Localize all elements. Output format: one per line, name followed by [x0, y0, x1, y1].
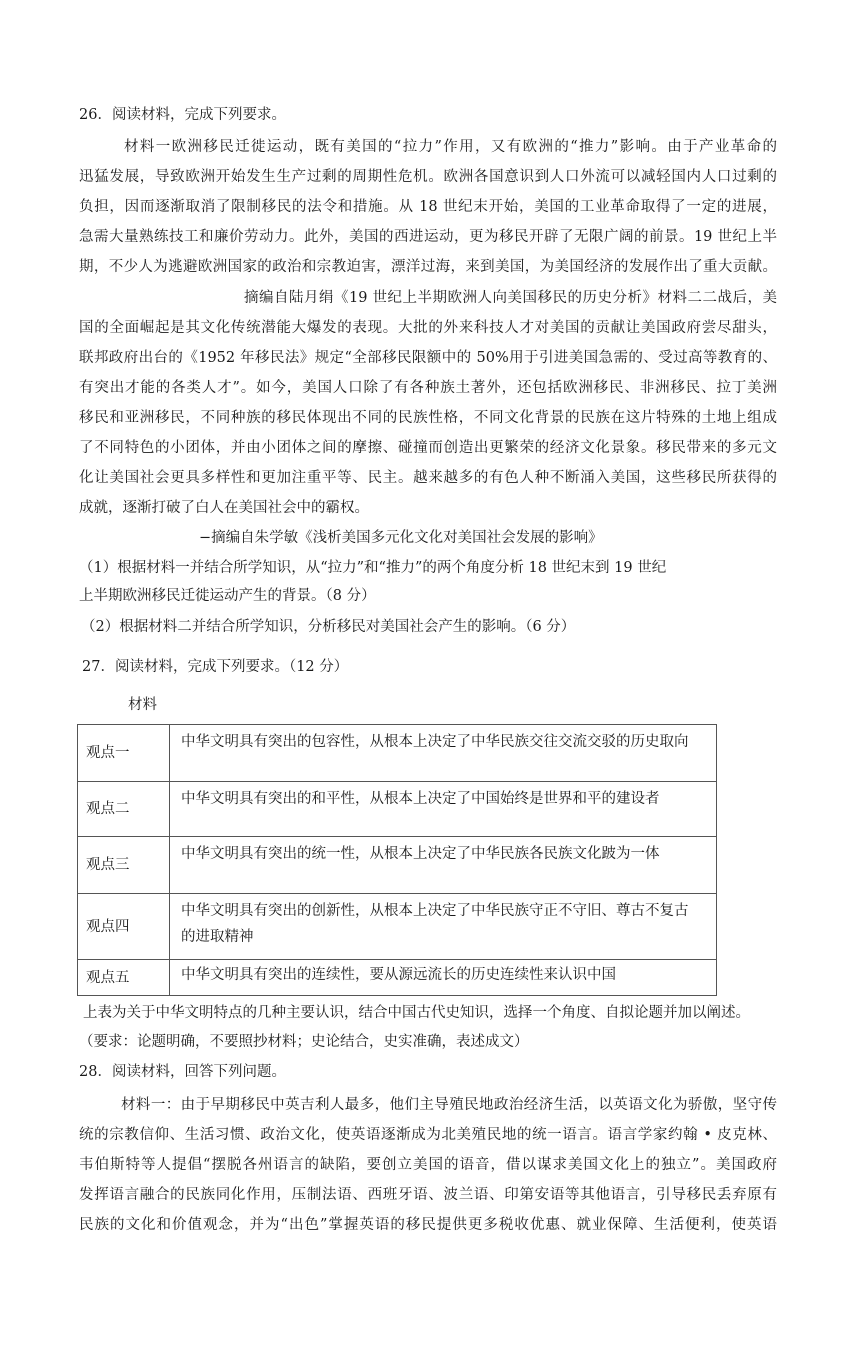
- q26-material2-line: 了不同特色的小团体，并由小团体之间的摩擦、碰撞而创造出更繁荣的经济文化景象。移民带来的多元文: [79, 440, 777, 456]
- q26-material1-line: 负担，因而逐渐取消了限制移民的法令和措施。从 18 世纪末开始，美国的工业革命取得了一定的进展，: [79, 199, 777, 215]
- q26-task2: （2）根据材料二并结合所学知识，分析移民对美国社会产生的影响。（6 分）: [81, 619, 576, 635]
- viewpoint-text: 中华文明具有突出的创新性，从根本上决定了中华民族守正不守旧、尊古不复古: [181, 903, 689, 919]
- table-row: [78, 782, 717, 837]
- viewpoint-text: 中华文明具有突出的统一性，从根本上决定了中华民族各民族文化跛为一体: [170, 837, 717, 894]
- q26-material2-line: 有突出才能的各类人才”。如今，美国人口除了有各种族土著外，还包括欧洲移民、非洲移民、拉丁美洲: [79, 380, 777, 396]
- viewpoint-text: 中华文明具有突出的连续性，要从源远流长的历史连续性来认识中国: [170, 960, 717, 996]
- q27-title: 27．阅读材料，完成下列要求。（12 分）: [82, 659, 349, 675]
- q26-material2-line: 移民和亚洲移民，不同种族的移民体现出不同的民族性格，不同文化背景的民族在这片特殊的土地上组成: [79, 410, 777, 426]
- table-row: [78, 837, 717, 894]
- viewpoint-text: 中华文明具有突出的包容性，从根本上决定了中华民族交往交流交驳的历史取向: [170, 725, 717, 782]
- q27-requirement: （要求：论题明确，不要照抄材料；史论结合，史实准确，表述成文）: [79, 1034, 529, 1050]
- q28-material1-line: 韦伯斯特等人提倡“摆脱各州语言的缺陷，要创立美国的语音，借以谋求美国文化上的独立”。美国政府: [79, 1157, 777, 1173]
- q28-material1-line: 材料一：由于早期移民中英吉利人最多，他们主导殖民地政治经济生活，以英语文化为骄傲，坚守传: [121, 1097, 777, 1113]
- q26-task1: （1）根据材料一并结合所学知识，从“拉力”和“推力”的两个角度分析 18 世纪末到 19 世纪: [79, 560, 667, 576]
- viewpoint-label: 观点三: [78, 837, 170, 894]
- viewpoint-text-cell: [170, 894, 717, 960]
- q26-material1-line: 期，不少人为逃避欧洲国家的政治和宗教迫害，漂洋过海，来到美国，为美国经济的发展作出了重大贡献。: [79, 259, 777, 275]
- q26-material1-line: 急需大量熟练技工和廉价劳动力。此外，美国的西进运动，更为移民开辟了无限广阔的前景。19 世纪上半: [79, 229, 777, 245]
- q28-material1-line: 民族的文化和价值观念，并为“出色”掌握英语的移民提供更多税收优惠、就业保障、生活便利，使英语: [79, 1217, 777, 1233]
- viewpoint-label: 观点五: [78, 960, 170, 996]
- q26-material2-line: 化让美国社会更具多样性和更加注重平等、民主。越来越多的有色人种不断涌入美国，这些移民所获得的: [79, 470, 777, 486]
- q26-source2: −摘编自朱学敏《浅析美国多元化文化对美国社会发展的影响》: [199, 530, 603, 546]
- q28-title: 28．阅读材料，回答下列问题。: [79, 1064, 286, 1080]
- viewpoint-label: 观点二: [78, 782, 170, 837]
- q26-material2-line: 联邦政府出台的《1952 年移民法》规定“全部移民限额中的 50%用于引进美国急需的、受过高等教育的、: [79, 350, 777, 366]
- q27-instruction: 上表为关于中华文明特点的几种主要认识，结合中国古代史知识，选择一个角度、自拟论题并加以阐述。: [83, 1005, 750, 1021]
- q26-material1-line: 材料一欧洲移民迁徙运动，既有美国的“拉力”作用，又有欧洲的“推力”影响。由于产业革命的: [124, 139, 777, 155]
- table-row: [78, 725, 717, 782]
- viewpoints-table: [77, 724, 717, 996]
- viewpoint-label: 观点一: [78, 725, 170, 782]
- viewpoint-text-cont: 的进取精神: [181, 929, 254, 945]
- viewpoint-text: 中华文明具有突出的和平性，从根本上决定了中国始终是世界和平的建设者: [170, 782, 717, 837]
- q28-material1-line: 发挥语言融合的民族同化作用，压制法语、西班牙语、波兰语、印第安语等其他语言，引导移民丢弃原有: [79, 1187, 777, 1203]
- q26-material2-line: 成就，逐渐打破了白人在美国社会中的霸权。: [79, 500, 369, 516]
- q26-title: 26．阅读材料，完成下列要求。: [79, 107, 286, 123]
- q28-material1-line: 统的宗教信仰、生活习惯、政治文化，使英语逐渐成为北美殖民地的统一语言。语言学家约翰 • 皮克林、: [79, 1127, 777, 1143]
- q26-material2-line: 国的全面崛起是其文化传统潜能大爆发的表现。大批的外来科技人才对美国的贡献让美国政府尝尽甜头，: [79, 320, 777, 336]
- q27-material-label: 材料: [128, 697, 157, 713]
- q26-material1-line: 迅猛发展，导致欧洲开始发生生产过剩的周期性危机。欧洲各国意识到人口外流可以减轻国内人口过剩的: [79, 169, 777, 185]
- q26-task1-cont: 上半期欧洲移民迁徙运动产生的背景。（8 分）: [79, 588, 376, 604]
- table-row: [78, 960, 717, 996]
- table-row: [78, 894, 717, 960]
- q26-material2-first-line: 摘编自陆月绢《19 世纪上半期欧洲人向美国移民的历史分析》材料二二战后，美: [244, 290, 777, 306]
- viewpoint-label: 观点四: [78, 894, 170, 960]
